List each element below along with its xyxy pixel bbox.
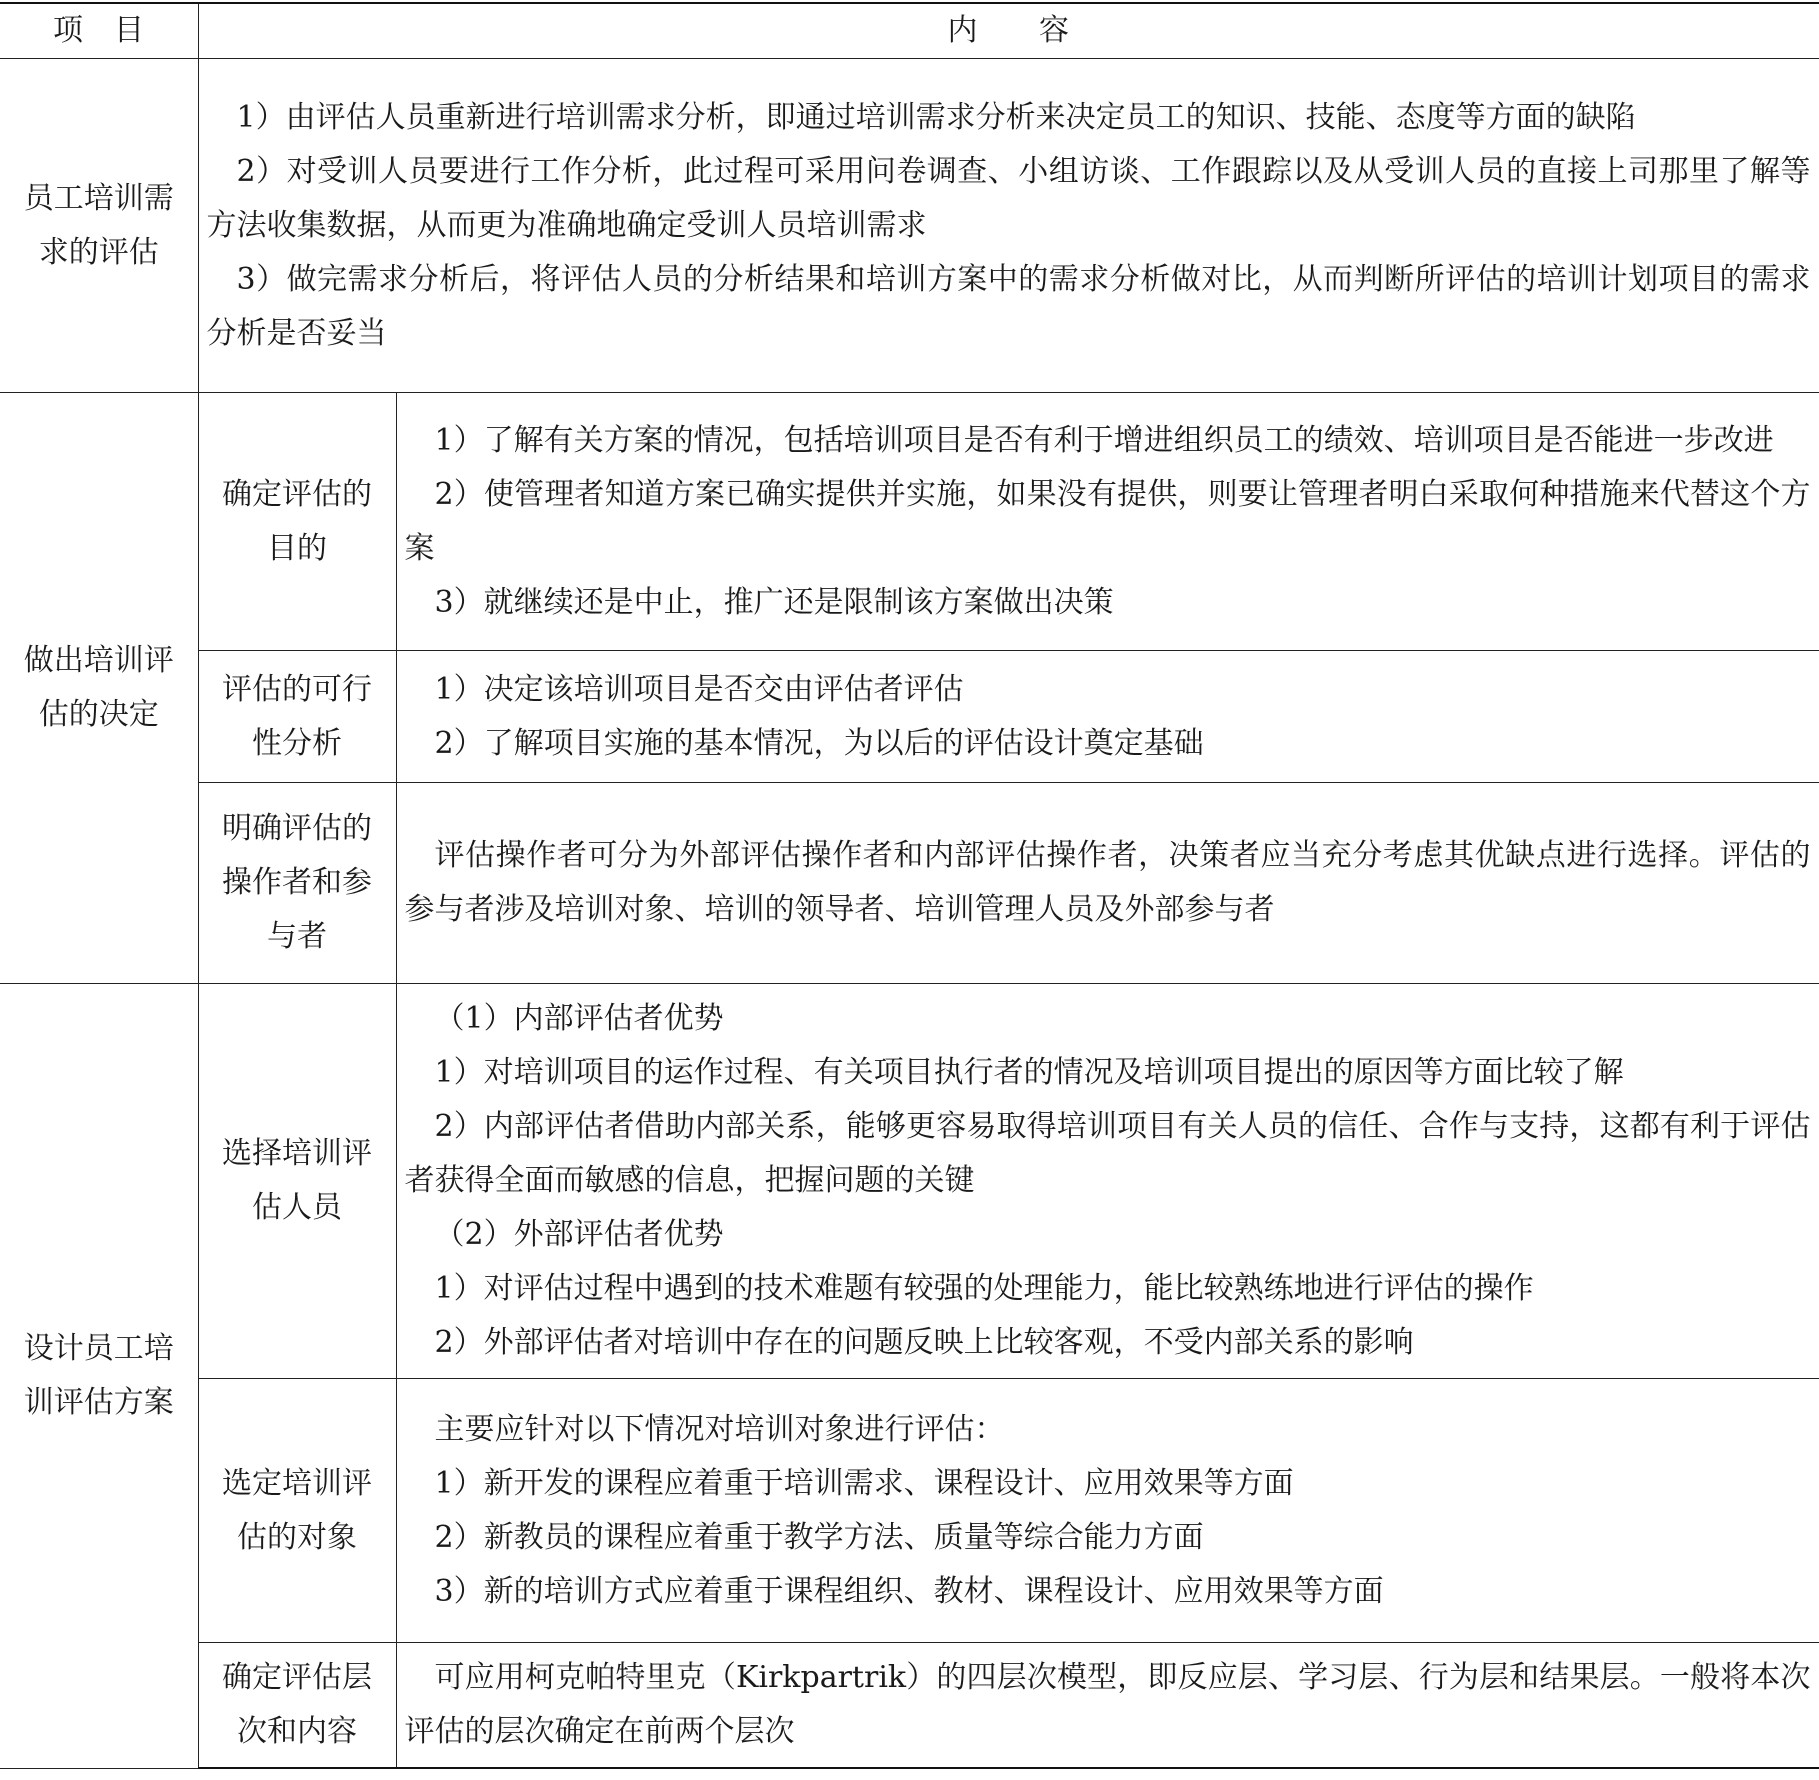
section-label: 设计员工培训评估方案 xyxy=(23,1330,174,1420)
sublabel: 选定培训评估的对象 xyxy=(222,1465,372,1555)
sublabel: 明确评估的操作者和参与者 xyxy=(222,811,372,954)
section-label: 员工培训需求的评估 xyxy=(23,180,174,270)
section-label-cell xyxy=(0,393,198,984)
content-paragraph: 1）对评估过程中遇到的技术难题有较强的处理能力，能比较熟练地进行评估的操作 xyxy=(434,1271,1534,1306)
sublabel: 确定评估的目的 xyxy=(222,476,372,566)
content-paragraph: 3）就继续还是中止，推广还是限制该方案做出决策 xyxy=(434,584,1114,620)
sublabel-cell xyxy=(198,984,396,1379)
table-row xyxy=(0,59,1819,393)
table-row xyxy=(0,651,1819,783)
content-paragraph: 主要应针对以下情况对培训对象进行评估： xyxy=(434,1411,1005,1447)
content-paragraph: 2）内部评估者借助内部关系，能够更容易取得培训项目有关人员的信任、合作与支持，这都有利于评估者获得全面而敏感的信息，把握问题的关键 xyxy=(404,1109,1811,1198)
sublabel: 选择培训评估人员 xyxy=(222,1136,372,1225)
content-paragraph: 2）对受训人员要进行工作分析，此过程可采用问卷调查、小组访谈、工作跟踪以及从受训人员的直接上司那里了解等方法收集数据，从而更为准确地确定受训人员培训需求 xyxy=(206,153,1811,243)
content-paragraph: 2）了解项目实施的基本情况，为以后的评估设计奠定基础 xyxy=(434,725,1204,761)
content-paragraph: 2）外部评估者对培训中存在的问题反映上比较客观，不受内部关系的影响 xyxy=(434,1325,1414,1360)
content-paragraph: 1）对培训项目的运作过程、有关项目执行者的情况及培训项目提出的原因等方面比较了解 xyxy=(434,1055,1624,1090)
content-paragraph: （1）内部评估者优势 xyxy=(434,1001,724,1036)
header-content-cell xyxy=(198,3,1819,59)
content-cell xyxy=(396,984,1819,1379)
content-paragraph: 3）新的培训方式应着重于课程组织、教材、课程设计、应用效果等方面 xyxy=(434,1573,1384,1609)
evaluation-table xyxy=(0,2,1819,1769)
content-cell xyxy=(396,783,1819,984)
content-cell xyxy=(396,1643,1819,1769)
sublabel-cell xyxy=(198,393,396,651)
table-row xyxy=(0,984,1819,1379)
header-item-label: 项 目 xyxy=(53,13,145,48)
sublabel: 确定评估层次和内容 xyxy=(222,1660,372,1749)
content-paragraph: 1）新开发的课程应着重于培训需求、课程设计、应用效果等方面 xyxy=(434,1465,1294,1501)
header-item-cell xyxy=(0,3,198,59)
content-paragraph: 1）由评估人员重新进行培训需求分析，即通过培训需求分析来决定员工的知识、技能、态度等方面的缺陷 xyxy=(236,99,1636,135)
table-row xyxy=(0,1643,1819,1769)
content-paragraph: 2）新教员的课程应着重于教学方法、质量等综合能力方面 xyxy=(434,1519,1204,1555)
content-paragraph: 评估操作者可分为外部评估操作者和内部评估操作者，决策者应当充分考虑其优缺点进行选择。评估的参与者涉及培训对象、培训的领导者、培训管理人员及外部参与者 xyxy=(404,838,1811,927)
content-paragraph: 3）做完需求分析后，将评估人员的分析结果和培训方案中的需求分析做对比，从而判断所评估的培训计划项目的需求分析是否妥当 xyxy=(206,261,1811,351)
section-label-cell xyxy=(0,59,198,393)
section-label: 做出培训评估的决定 xyxy=(23,643,174,732)
content-paragraph: 可应用柯克帕特里克（Kirkpartrik）的四层次模型，即反应层、学习层、行为层和结果层。一般将本次评估的层次确定在前两个层次 xyxy=(404,1660,1811,1749)
table-header-row xyxy=(0,3,1819,59)
sublabel-cell xyxy=(198,783,396,984)
content-paragraph: 1）了解有关方案的情况，包括培训项目是否有利于增进组织员工的绩效、培训项目是否能进一步改进 xyxy=(434,422,1774,458)
sublabel-cell xyxy=(198,651,396,783)
content-cell xyxy=(396,651,1819,783)
content-cell xyxy=(396,393,1819,651)
header-content-label: 内 容 xyxy=(947,13,1070,48)
table-row xyxy=(0,393,1819,651)
content-cell xyxy=(198,59,1819,393)
sublabel: 评估的可行性分析 xyxy=(222,671,372,761)
content-paragraph: （2）外部评估者优势 xyxy=(434,1217,724,1252)
table-row xyxy=(0,1379,1819,1643)
section-label-cell xyxy=(0,984,198,1769)
sublabel-cell xyxy=(198,1379,396,1643)
content-cell xyxy=(396,1379,1819,1643)
content-paragraph: 1）决定该培训项目是否交由评估者评估 xyxy=(434,671,964,707)
content-paragraph: 2）使管理者知道方案已确实提供并实施，如果没有提供，则要让管理者明白采取何种措施来代替这个方案 xyxy=(404,476,1811,566)
sublabel-cell xyxy=(198,1643,396,1769)
table-row xyxy=(0,783,1819,984)
